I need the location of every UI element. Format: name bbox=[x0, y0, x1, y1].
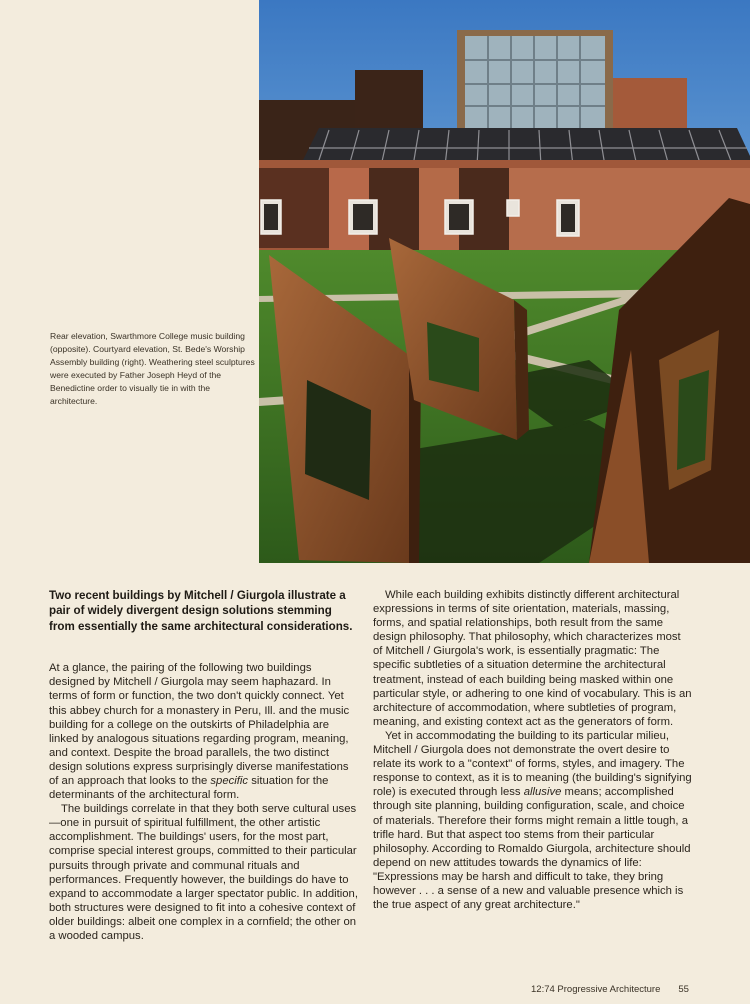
photo-caption bbox=[50, 330, 255, 408]
issue-label: 12:74 Progressive Architecture bbox=[531, 984, 661, 995]
body-paragraph bbox=[373, 588, 693, 729]
right-column bbox=[373, 588, 693, 912]
paragraph-text: At a glance, the pairing of the following two buildings designed by Mitchell / Giurgola may seem haphazard. In terms of form or function, the two don't quickly connect. Yet this abbey church for a monastery in Peru, Ill. and the music building for a college on the outskirts of Philadelphia are linked by analogous situations regarding program, meaning, and context. Despite the broad parallels, the two distinct design solutions express surprisingly diverse manifestations of an approach that looks to the bbox=[49, 662, 350, 787]
page-footer bbox=[531, 984, 689, 995]
paragraph-text: situation for the determinants of the architectural form. bbox=[49, 774, 329, 802]
lead-paragraph: Two recent buildings by Mitchell / Giurgola illustrate a pair of widely divergent design solutions stemming from essentially the same architectural considerations. bbox=[49, 589, 353, 633]
page-number: 55 bbox=[678, 984, 689, 995]
paragraph-text: Yet in accommodating the building to its particular milieu, Mitchell / Giurgola does not demonstrate the overt desire to relate its work to a "context" of forms, styles, and imagery. The response to context, as it is to meaning (the building's signifying role) is executed through less bbox=[373, 729, 692, 799]
paragraph-text: While each building exhibits distinctly different architectural expressions in terms of site orientation, materials, massing, forms, and spatial relationships, both result from the same design philosophy. That philosophy, which characterizes most of Mitchell / Giurgola's work, is essentially pragmatic: The specific subtleties of a situation determine the architectural treatment, instead of each building being masked within one particular style, or adhering to one kind of vocabulary. This is an architecture of accommodation, where subtleties of program, meaning, and existing context act as the generators of form. bbox=[373, 589, 692, 728]
body-paragraph bbox=[373, 729, 693, 912]
body-paragraph bbox=[49, 802, 359, 943]
paragraph-text: The buildings correlate in that they both serve cultural uses—one in pursuit of spiritual fulfillment, the other artistic accomplishment. The buildings' users, for the most part, comprise special interest groups, committed to their particular pursuits through private and communal rituals and performances. Frequently however, the buildings do have to expand to accommodate a larger spectator public. In addition, both structures were designed to fit into a cohesive context of older buildings: albeit one complex in a cornfield; the other on a wooded campus. bbox=[49, 803, 358, 942]
emphasis-text: specific bbox=[210, 774, 249, 787]
emphasis-text: allusive bbox=[523, 786, 562, 799]
courtyard-photo bbox=[259, 0, 750, 563]
paragraph-text: means; accomplished through site planning, building configuration, scale, and choice of materials. Therefore their forms might remain a little tough, a trifle hard. But that aspect too stems from their particular philosophy. According to Romaldo Giurgola, architecture should depend on new attitudes towards the dynamics of life: "Expressions may be harsh and difficult to take, they bring however . . . a sense of a new and valuable presence which is the true aspect of any great architecture." bbox=[373, 786, 691, 912]
caption-text: Rear elevation, Swarthmore College music building (opposite). Courtyard elevation, St. Bede's Worship Assembly building (right). Weathering steel sculptures were executed by Father Joseph Heyd of the Benedictine order to visually tie in with the architecture. bbox=[50, 331, 255, 406]
left-column bbox=[49, 588, 359, 943]
body-paragraph bbox=[49, 661, 359, 802]
